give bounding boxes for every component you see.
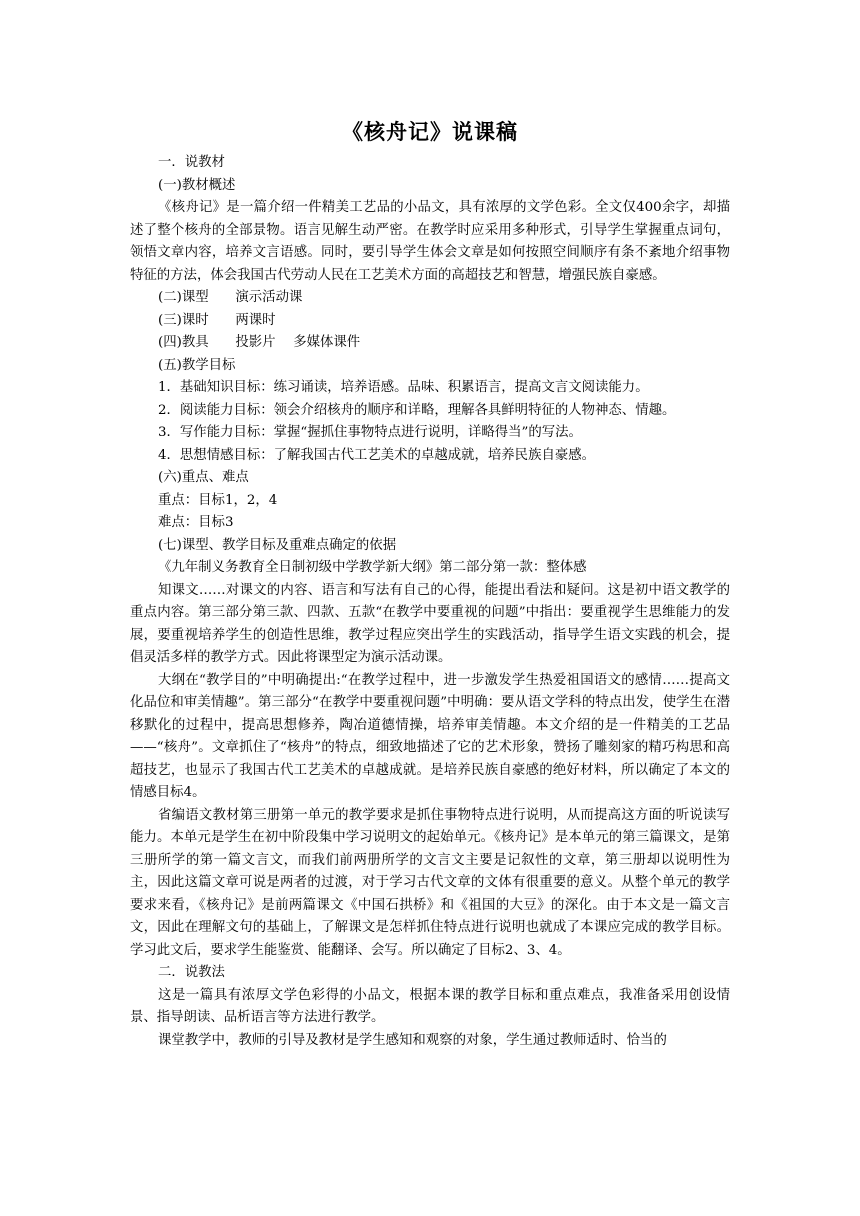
paragraph: 《九年制义务教育全日制初级中学教学新大纲》第二部分第一款：整体感	[158, 560, 587, 575]
paragraph: 课堂教学中，教师的引导及教材是学生感知和观察的对象，学生通过教师适时、恰当的	[158, 1032, 667, 1048]
paragraph: (四)教具 投影片 多媒体课件	[158, 335, 361, 350]
paragraph: 3．写作能力目标：掌握“握抓住事物特点进行说明，详略得当”的写法。	[158, 425, 582, 440]
paragraph: (三)课时 两课时	[158, 312, 276, 328]
paragraph: 2．阅读能力目标：领会介绍核舟的顺序和详略，理解各具鲜明特征的人物神态、情趣。	[158, 402, 676, 418]
paragraph: (五)教学目标	[158, 357, 236, 373]
paragraph: 二．说教法	[158, 965, 225, 980]
paragraph: 重点：目标1，2，4	[158, 492, 278, 508]
paragraph: 一．说教材	[158, 155, 225, 170]
paragraph: 这是一篇具有浓厚文学色彩得的小品文，根据本课的教学目标和重点难点，我准备采用创设情景、指导朗读、品析语言等方法进行教学。	[130, 987, 730, 1025]
paragraph: 难点：目标3	[158, 515, 234, 530]
document-body	[130, 152, 730, 1052]
paragraph: (二)课型 演示活动课	[158, 290, 303, 305]
paragraph: 省编语文教材第三册第一单元的教学要求是抓住事物特点进行说明，从而提高这方面的听说读写能力。本单元是学生在初中阶段集中学习说明文的起始单元。《核舟记》是本单元的第三篇课文，是第三册所学的第一篇文言文，而我们前两册所学的文言文主要是记叙性的文章，第三册却以说明性为主，因此这篇文章可说是两者的过渡，对于学习古代文章的文体有很重要的意义。从整个单元的教学要求来看，《核舟记》是前两篇课文《中国石拱桥》和《祖国的大豆》的深化。由于本文是一篇文言文，因此在理解文句的基础上，了解课文是怎样抓住特点进行说明也就成了本课应完成的教学目标。学习此文后，要求学生能鉴赏、能翻译、会写。所以确定了目标2、3、4。	[130, 807, 730, 958]
paragraph: 1．基础知识目标：练习诵读，培养语感。品味、积累语言，提高文言文阅读能力。	[158, 380, 649, 395]
paragraph: 大纲在“教学目的”中明确提出:“在教学过程中，进一步激发学生热爱祖国语文的感情……提高文化品位和审美情趣”。第三部分“在教学中要重视问题”中明确：要从语文学科的特点出发，使学生在潜移默化的过程中，提高思想修养，陶冶道德情操，培养审美情趣。本文介绍的是一件精美的工艺品——“核舟”。文章抓住了“核舟”的特点，细致地描述了它的艺术形象，赞扬了雕刻家的精巧构思和高超技艺，也显示了我国古代工艺美术的卓越成就。是培养民族自豪感的绝好材料，所以确定了本文的情感目标4。	[130, 672, 730, 800]
document-title: 《核舟记》说课稿	[342, 119, 518, 144]
paragraph: 《核舟记》是一篇介绍一件精美工艺品的小品文，具有浓厚的文学色彩。全文仅400余字，却描述了整个核舟的全部景物。语言见解生动严密。在教学时应采用多种形式，引导学生掌握重点词句，领悟文章内容，培养文言语感。同时，要引导学生体会文章是如何按照空间顺序有条不紊地介绍事物特征的方法，体会我国古代劳动人民在工艺美术方面的高超技艺和智慧，增强民族自豪感。	[130, 200, 730, 283]
paragraph: (一)教材概述	[158, 177, 236, 193]
paragraph: 知课文……对课文的内容、语言和写法有自己的心得，能提出看法和疑问。这是初中语文教学的重点内容。第三部分第三款、四款、五款“在教学中要重视的问题”中指出：要重视学生思维能力的发展，要重视培养学生的创造性思维，教学过程应突出学生的实践活动，指导学生语文实践的机会，提倡灵活多样的教学方式。因此将课型定为演示活动课。	[130, 582, 730, 665]
paragraph: (七)课型、教学目标及重难点确定的依据	[158, 537, 397, 553]
paragraph: (六)重点、难点	[158, 470, 249, 485]
paragraph: 4．思想情感目标：了解我国古代工艺美术的卓越成就，培养民族自豪感。	[158, 447, 596, 463]
